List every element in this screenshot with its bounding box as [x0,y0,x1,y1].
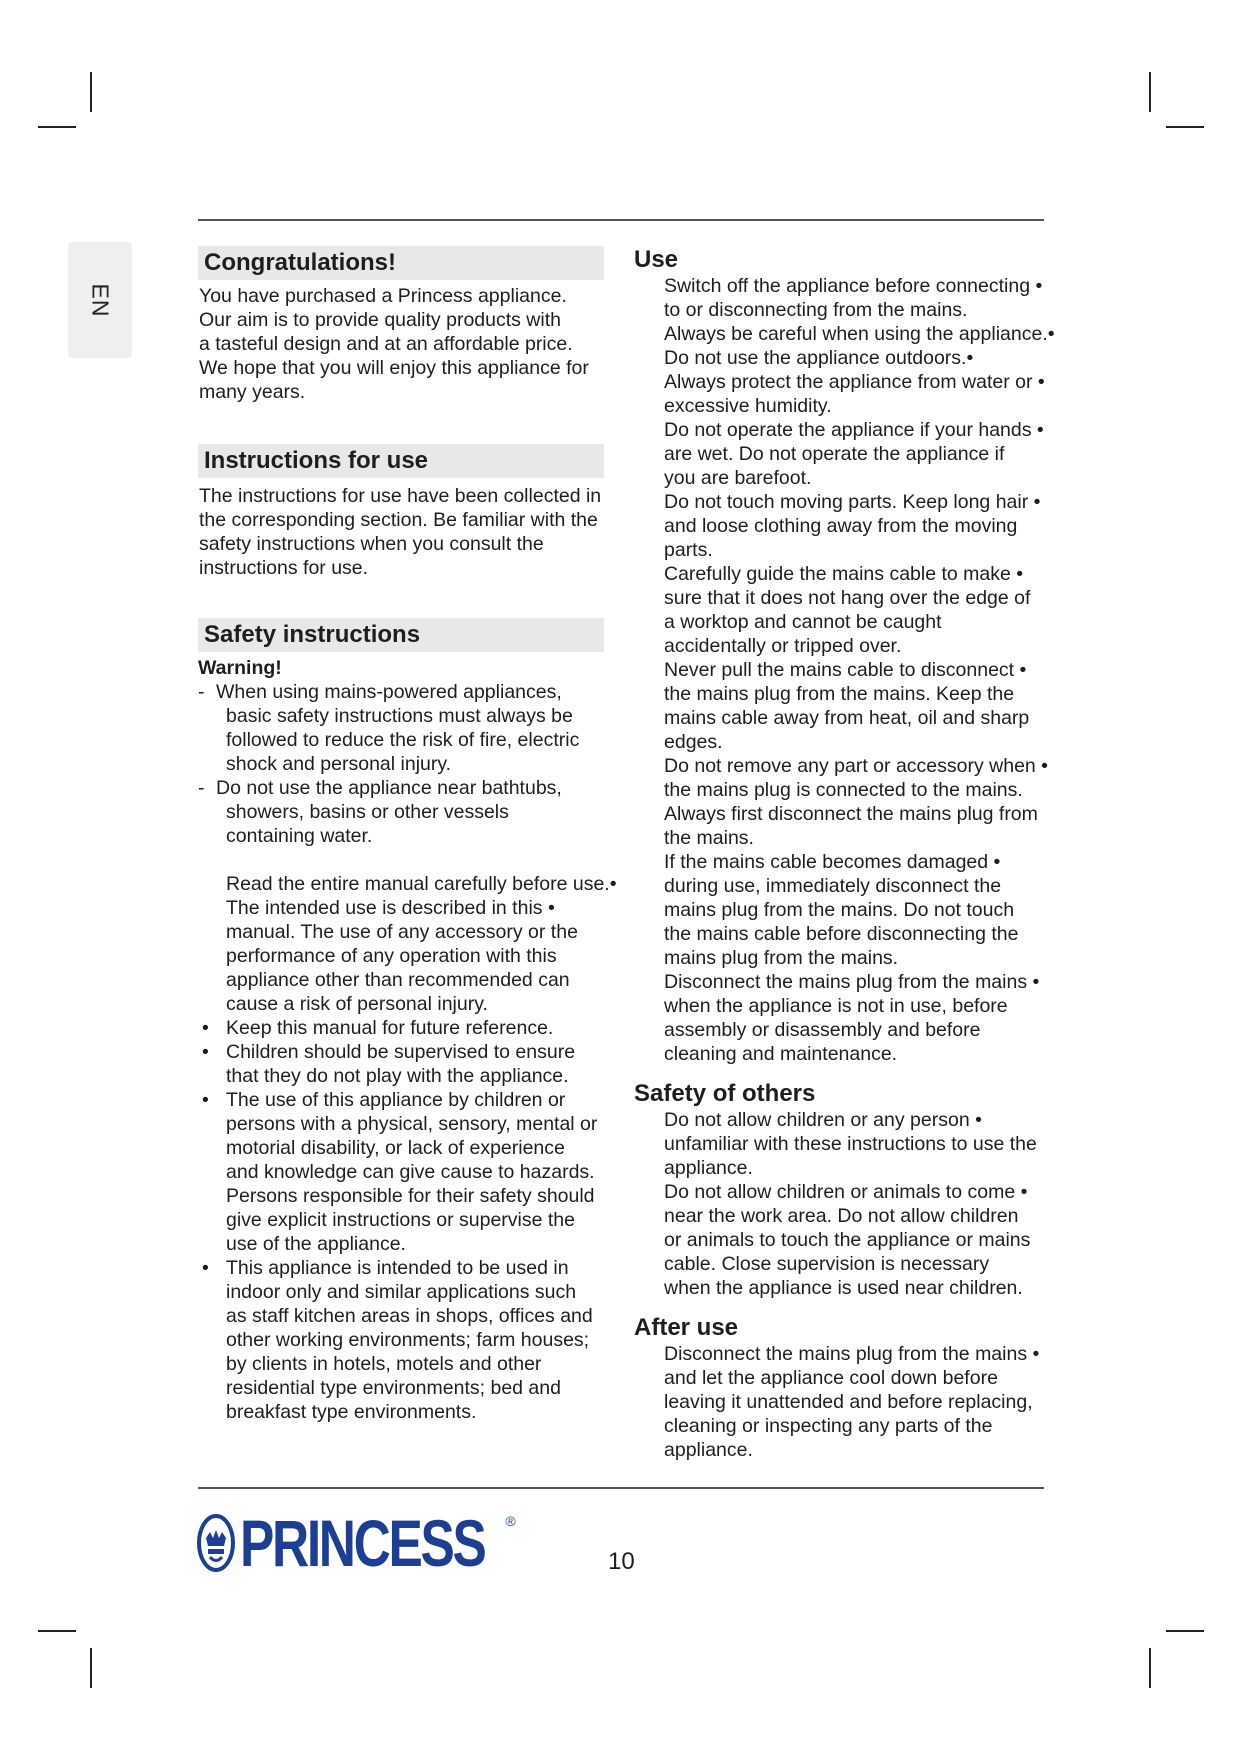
safety-item [198,1040,618,1088]
text-line: other working environments; farm houses; [226,1329,590,1351]
text-line: to or disconnecting from the mains. [664,299,968,321]
bottom-divider [198,1487,1044,1489]
bullet-mark: • [202,1017,209,1039]
text-line: cleaning or inspecting any parts of the [664,1415,993,1437]
text-line: appliance. [664,1157,753,1179]
text-line: performance of any operation with this [226,945,557,967]
text-line: the mains plug from the mains. Keep the [664,683,1015,705]
princess-logo [196,1506,516,1580]
crown-emblem-icon [196,1512,236,1574]
text-line: Do not remove any part or accessory when • [664,755,1049,777]
text-line: leaving it unattended and before replacing, [664,1391,1033,1413]
warning-item [198,776,618,848]
text-line: cause a risk of personal injury. [226,993,488,1015]
safety-item [198,872,618,1016]
crop-mark [1149,1648,1151,1688]
text-line: assembly or disassembly and before [664,1019,981,1041]
left-column [198,246,618,1424]
crop-mark [90,1648,92,1688]
crop-mark [1149,72,1151,112]
text-line: during use, immediately disconnect the [664,875,1002,897]
crop-mark [90,72,92,112]
text-line: when the appliance is not in use, before [664,995,1008,1017]
text-line: The instructions for use have been collected in [199,485,602,507]
text-line: near the work area. Do not allow children [664,1205,1019,1227]
text-line: you are barefoot. [664,467,812,489]
text-line: Do not use the appliance near bathtubs, [216,777,562,799]
page-number: 10 [608,1548,635,1575]
safety-item [198,1088,618,1256]
text-line: as staff kitchen areas in shops, offices and [226,1305,593,1327]
language-tab-label: EN [87,283,114,317]
text-line: Keep this manual for future reference. [226,1017,554,1039]
safety-of-others-body [634,1108,1064,1300]
top-divider [198,219,1044,221]
text-line: Children should be supervised to ensure [226,1041,576,1063]
text-line: the corresponding section. Be familiar with the [199,509,598,531]
text-line: Do not allow children or animals to come • [664,1181,1028,1203]
language-tab [68,242,132,358]
text-line: that they do not play with the appliance. [226,1065,569,1087]
text-line: This appliance is intended to be used in [226,1257,569,1279]
text-line: accidentally or tripped over. [664,635,902,657]
text-line: If the mains cable becomes damaged • [664,851,1001,873]
after-use-body [634,1342,1064,1462]
text-line: Never pull the mains cable to disconnect • [664,659,1027,681]
safety-item [198,1256,618,1424]
text-line: mains cable away from heat, oil and sharp [664,707,1030,729]
text-line: You have purchased a Princess appliance. [199,285,567,307]
text-line: Do not use the appliance outdoors.• [664,347,974,369]
text-line: by clients in hotels, motels and other [226,1353,542,1375]
text-line: mains plug from the mains. Do not touch [664,899,1015,921]
warning-label: Warning! [198,657,282,679]
text-line: instructions for use. [199,557,369,579]
instructions-body [198,484,618,580]
dash-mark: - [198,681,205,703]
text-line: unfamiliar with these instructions to use the [664,1133,1037,1155]
text-line: cleaning and maintenance. [664,1043,898,1065]
text-line: safety instructions when you consult the [199,533,544,555]
text-line: Our aim is to provide quality products with [199,309,561,331]
text-line: Do not allow children or any person • [664,1109,982,1131]
text-line: edges. [664,731,723,753]
bullet-mark: • [202,1257,209,1279]
text-line: the mains. [664,827,754,849]
text-line: Disconnect the mains plug from the mains • [664,1343,1040,1365]
text-line: give explicit instructions or supervise the [226,1209,575,1231]
text-line: the mains cable before disconnecting the [664,923,1019,945]
bullet-mark: • [202,1041,209,1063]
text-line: Persons responsible for their safety should [226,1185,595,1207]
text-line: Disconnect the mains plug from the mains • [664,971,1040,993]
text-line: basic safety instructions must always be [226,705,573,727]
crop-mark [1166,126,1204,128]
crop-mark [1166,1630,1204,1632]
text-line: containing water. [226,825,373,847]
text-line: parts. [664,539,713,561]
text-line: mains plug from the mains. [664,947,899,969]
use-body [634,274,1064,1066]
text-line: sure that it does not hang over the edge of [664,587,1031,609]
text-line: and loose clothing away from the moving [664,515,1018,537]
text-line: a tasteful design and at an affordable price. [199,333,573,355]
after-use-heading: After use [634,1314,739,1341]
text-line: residential type environments; bed and [226,1377,561,1399]
text-line: Carefully guide the mains cable to make • [664,563,1024,585]
text-line: When using mains-powered appliances, [216,681,562,703]
safety-item [198,1016,618,1040]
instructions-heading: Instructions for use [198,444,604,478]
congratulations-heading: Congratulations! [198,246,604,280]
text-line: Read the entire manual carefully before use.• [226,873,617,895]
text-line: many years. [199,381,306,403]
text-line: and knowledge can give cause to hazards. [226,1161,595,1183]
text-line: appliance. [664,1439,753,1461]
text-line: manual. The use of any accessory or the [226,921,578,943]
bullet-mark: • [202,1089,209,1111]
use-heading: Use [634,246,679,273]
text-line: followed to reduce the risk of fire, electric [226,729,580,751]
text-line: We hope that you will enjoy this appliance for [199,357,589,379]
warning-item [198,680,618,776]
text-line: excessive humidity. [664,395,832,417]
text-line: breakfast type environments. [226,1401,477,1423]
text-line: are wet. Do not operate the appliance if [664,443,1005,465]
text-line: Always protect the appliance from water or • [664,371,1045,393]
safety-of-others-heading: Safety of others [634,1080,816,1107]
text-line: indoor only and similar applications such [226,1281,577,1303]
brand-wordmark: PRINCESS [240,1506,485,1580]
right-column [634,246,1064,1462]
text-line: Do not touch moving parts. Keep long hair • [664,491,1041,513]
text-line: persons with a physical, sensory, mental or [226,1113,598,1135]
text-line: and let the appliance cool down before [664,1367,998,1389]
text-line: the mains plug is connected to the mains. [664,779,1023,801]
text-line: The intended use is described in this • [226,897,555,919]
crop-mark [38,1630,76,1632]
crop-mark [38,126,76,128]
text-line: showers, basins or other vessels [226,801,509,823]
text-line: The use of this appliance by children or [226,1089,566,1111]
text-line: motorial disability, or lack of experience [226,1137,565,1159]
text-line: Always first disconnect the mains plug from [664,803,1038,825]
text-line: Do not operate the appliance if your hands • [664,419,1044,441]
text-line: or animals to touch the appliance or mains [664,1229,1031,1251]
registered-mark: ® [505,1513,516,1529]
congratulations-body [198,284,618,404]
text-line: when the appliance is used near children. [664,1277,1023,1299]
text-line: a worktop and cannot be caught [664,611,942,633]
text-line: appliance other than recommended can [226,969,570,991]
text-line: shock and personal injury. [226,753,452,775]
text-line: use of the appliance. [226,1233,406,1255]
text-line: Switch off the appliance before connecting • [664,275,1043,297]
dash-mark: - [198,777,205,799]
safety-heading: Safety instructions [198,618,604,652]
text-line: cable. Close supervision is necessary [664,1253,990,1275]
text-line: Always be careful when using the appliance.• [664,323,1055,345]
